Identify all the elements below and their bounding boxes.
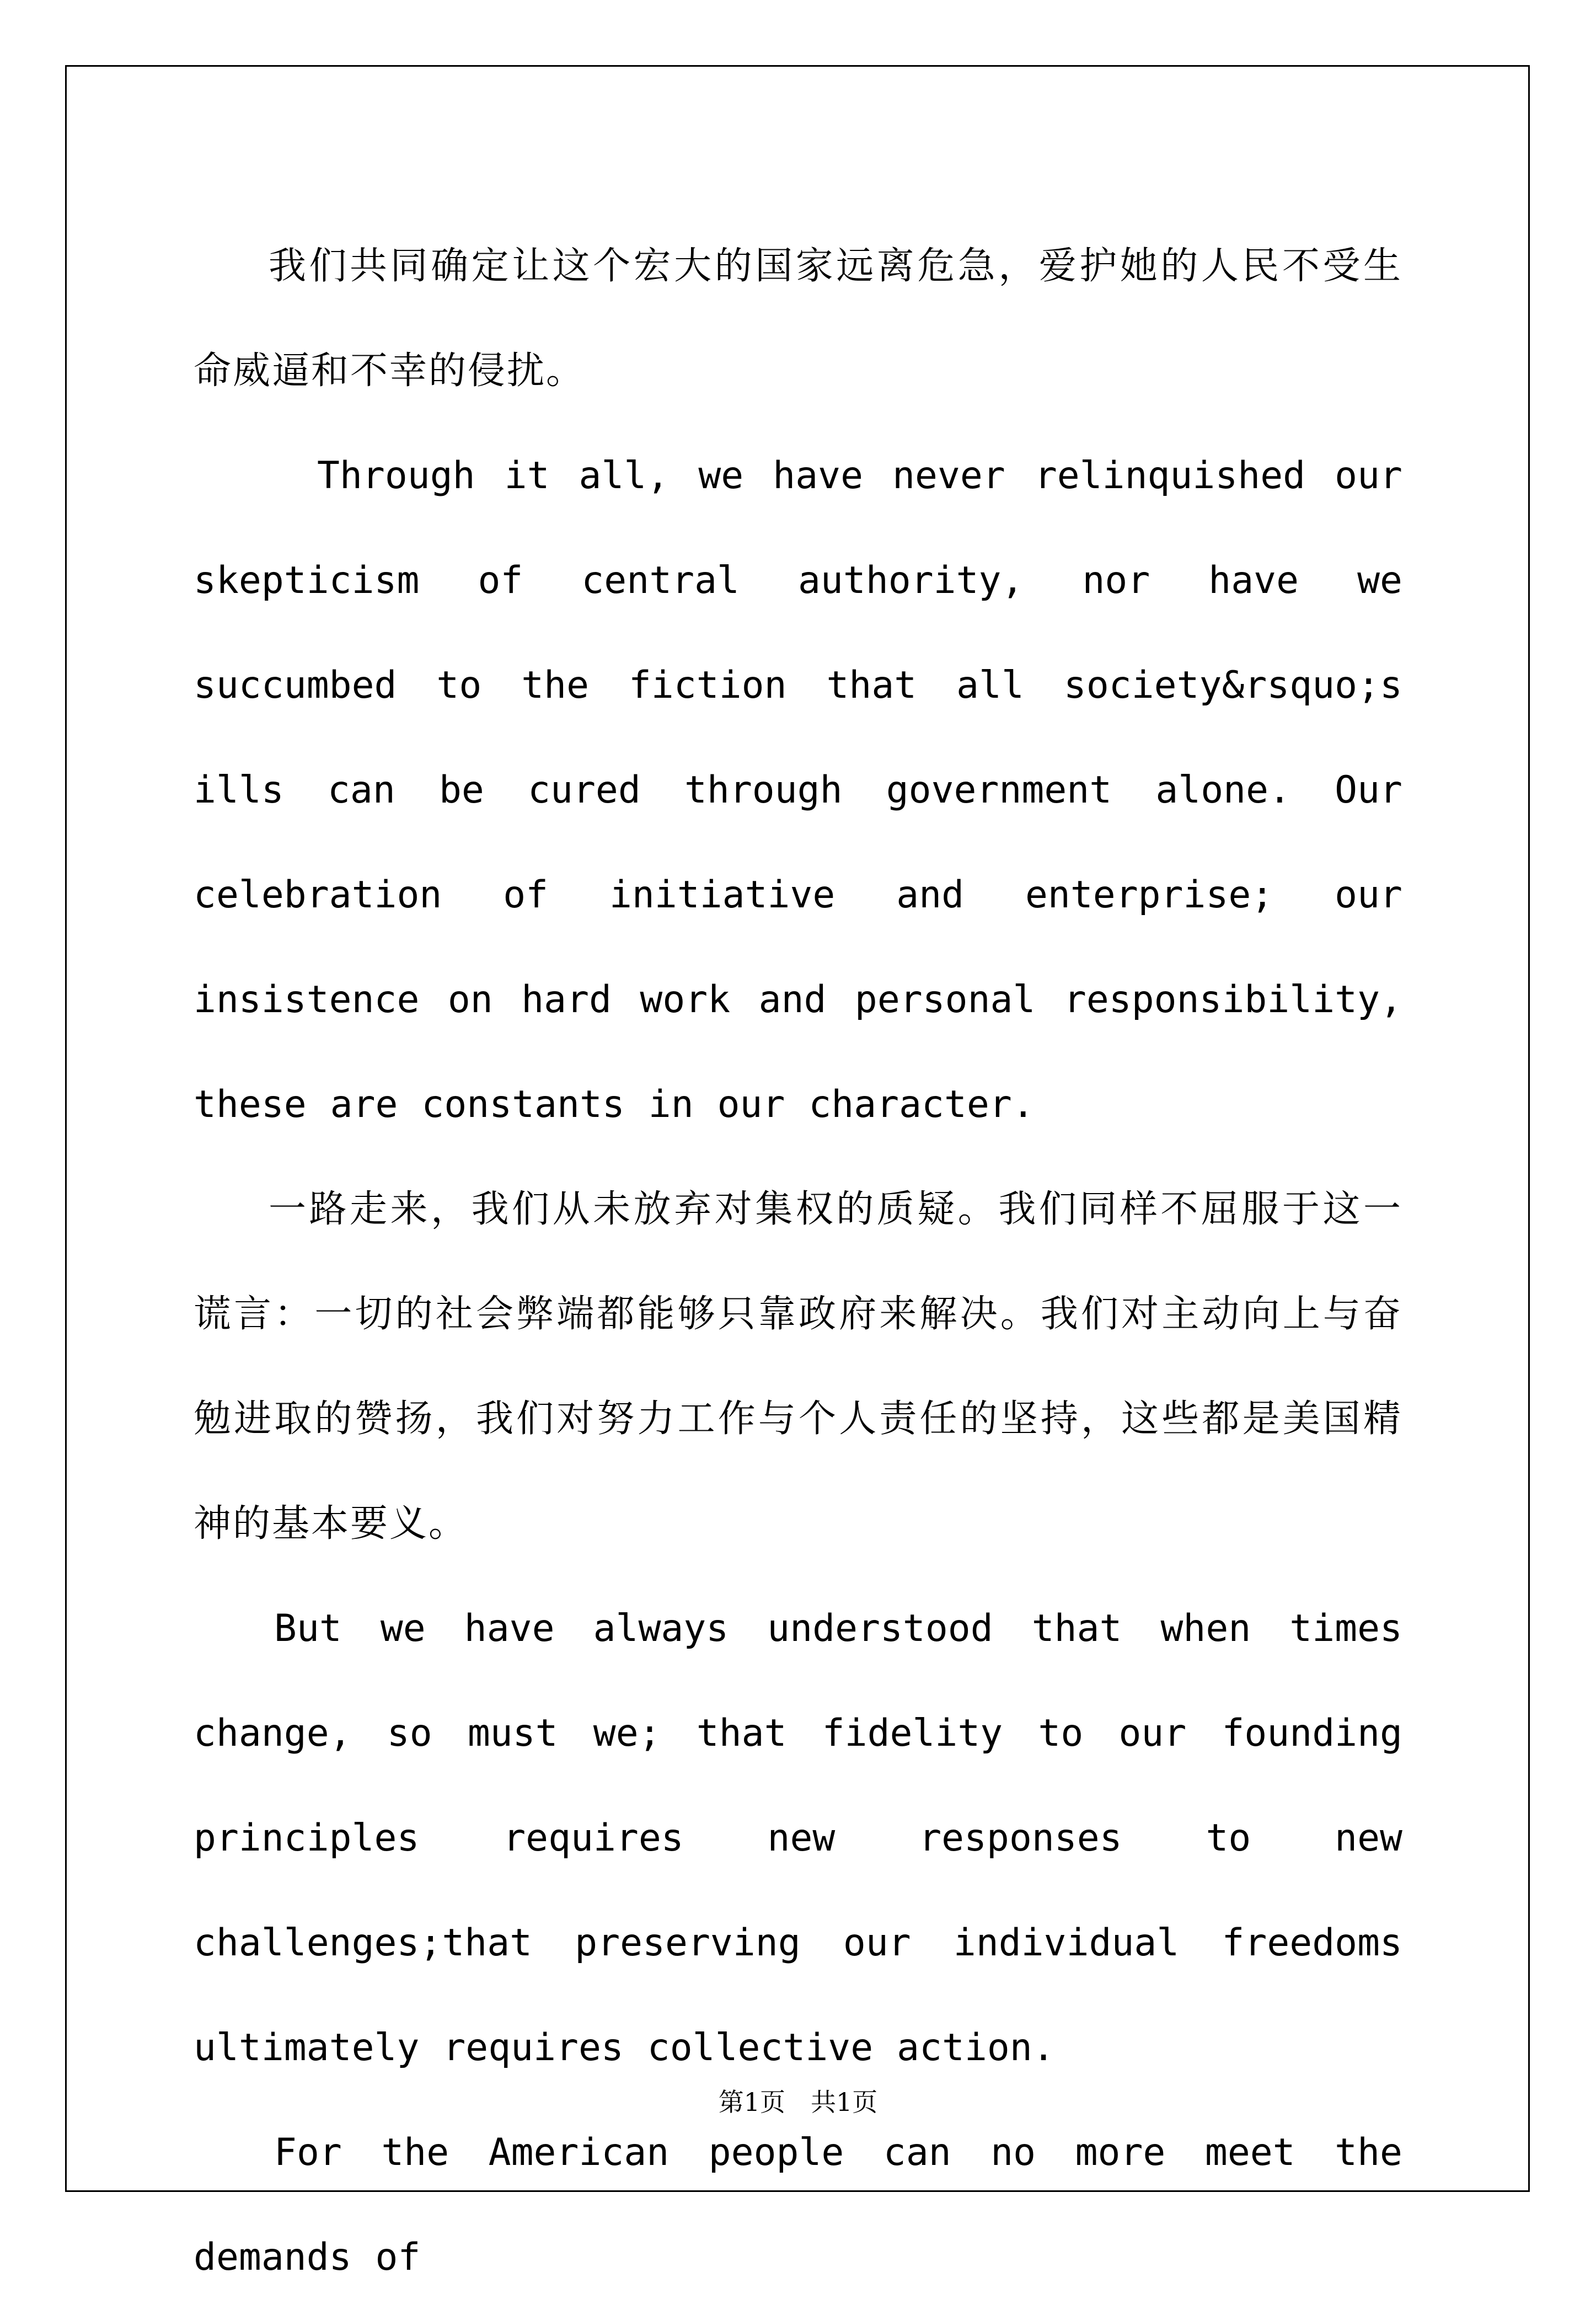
paragraph-en-1: Through it all, we have never relinquished our skepticism of central authority, nor have we succumbed to the fiction that all society&rsquo;s ills can be cured through government alone. Our celebration of initiative and enterprise; our insistence on hard work and personal responsibility, these are constants in our character. [194, 454, 1402, 1126]
document-body [194, 214, 1402, 2310]
paragraph-en-2: But we have always understood that when times change, so must we; that fidelity to our founding principles requires new responses to new challenges;that preserving our individual freedoms ultimately requires collective action. [194, 1607, 1402, 2070]
page-footer: 第1页 共1页 [718, 2087, 878, 2117]
paragraph-zh-1: 我们共同确定让这个宏大的国家远离危急，爱护她的人民不受生命威逼和不幸的侵扰。 [194, 244, 1402, 393]
paragraph-en-3: For the American people can no more meet the demands of [194, 2131, 1402, 2279]
paragraph-zh-2: 一路走来，我们从未放弃对集权的质疑。我们同样不屈服于这一谎言：一切的社会弊端都能够只靠政府来解决。我们对主动向上与奋勉进取的赞扬，我们对努力工作与个人责任的坚持，这些都是美国精神的基本要义。 [194, 1188, 1402, 1546]
